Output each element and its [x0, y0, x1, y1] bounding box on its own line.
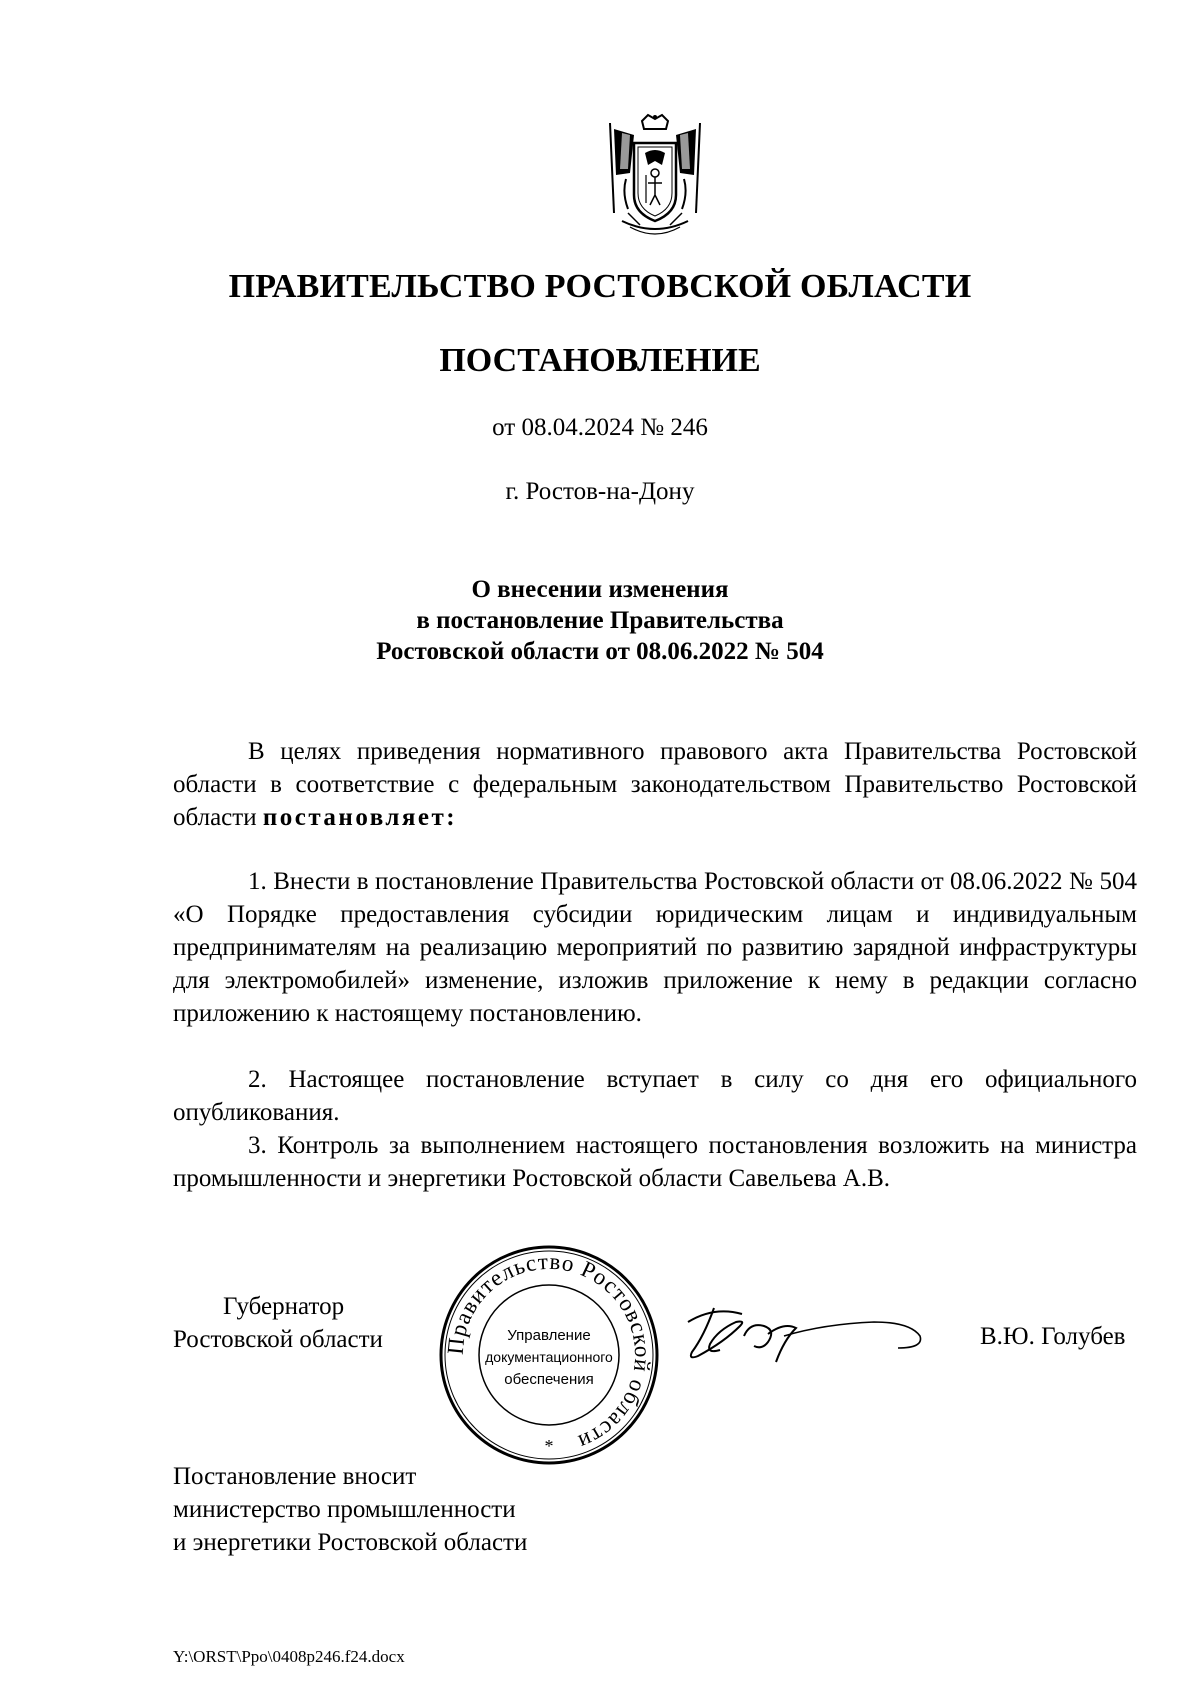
seal-inner-line: документационного [485, 1349, 613, 1365]
document-city: г. Ростов-на-Дону [505, 478, 695, 505]
subject-line: О внесении изменения [471, 576, 729, 603]
clause-3 [173, 1129, 1137, 1195]
seal-star: * [544, 1436, 554, 1456]
submitter-line: и энергетики Ростовской области [173, 1529, 528, 1556]
signer-title-line: Ростовской области [173, 1326, 383, 1353]
clause-2 [173, 1063, 1137, 1129]
organization-title: ПРАВИТЕЛЬСТВО РОСТОВСКОЙ ОБЛАСТИ [228, 268, 972, 305]
seal-inner-line: обеспечения [504, 1371, 594, 1388]
clause-1 [173, 865, 1137, 1030]
submitter-line: министерство промышленности [173, 1496, 516, 1523]
preamble [173, 735, 1137, 834]
coat-of-arms-icon [600, 113, 710, 243]
preamble-text: В целях приведения нормативного правового акта Правительства Ростовской области в соответствие с федеральным законодательством Правительство Ростовской области [173, 738, 1137, 831]
file-path: Y:\ORST\Ppo\0408p246.f24.docx [173, 1647, 405, 1666]
clause-text: 1. Внести в постановление Правительства Ростовской области от 08.06.2022 № 504 «О Порядке предоставления субсидии юридическим лицам и индивидуальным предпринимателям на реализацию мероприятий по развитию зарядной инфраструктуры для электромобилей» изменение, изложив приложение к нему в редакции согласно приложению к настоящему постановлению. [173, 868, 1137, 1027]
document-date-number: от 08.04.2024 № 246 [492, 414, 708, 441]
signer-title-line: Губернатор [223, 1293, 345, 1320]
document-subject [0, 574, 1200, 667]
subject-line: в постановление Правительства [416, 607, 784, 634]
handwritten-signature-icon [684, 1296, 934, 1370]
seal-outer-text: Правительство Ростовской области [442, 1248, 656, 1456]
official-seal-icon [436, 1242, 662, 1468]
signer-title [173, 1290, 383, 1356]
resolves-word: постановляет: [262, 804, 458, 831]
signer-name: В.Ю. Голубев [980, 1323, 1126, 1350]
seal-inner-line: Управление [507, 1327, 591, 1344]
submitter-block [173, 1460, 527, 1559]
document-type: ПОСТАНОВЛЕНИЕ [439, 342, 761, 379]
clause-text: 3. Контроль за выполнением настоящего постановления возложить на министра промышленности и энергетики Ростовской области Савельева А.В. [173, 1132, 1137, 1192]
submitter-line: Постановление вносит [173, 1463, 417, 1490]
clause-text: 2. Настоящее постановление вступает в силу со дня его официального опубликования. [173, 1066, 1137, 1126]
subject-line: Ростовской области от 08.06.2022 № 504 [376, 638, 824, 665]
